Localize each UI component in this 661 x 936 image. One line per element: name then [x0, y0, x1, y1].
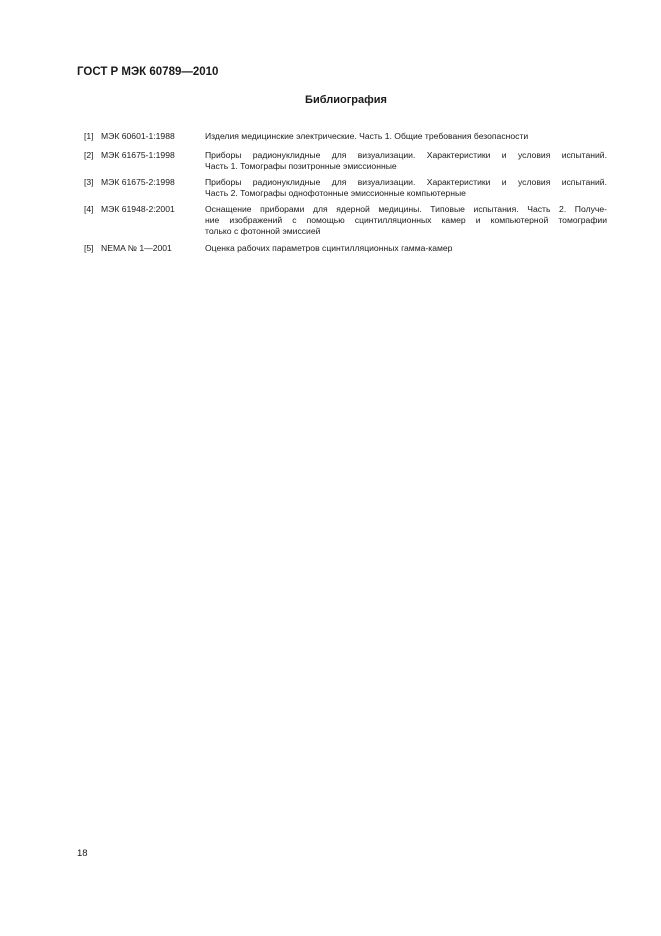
page-number: 18: [77, 848, 88, 859]
entry-standard-code: МЭК 61948-2:2001: [101, 204, 175, 214]
entry-title-line: Оценка рабочих параметров сцинтилляционных гамма-камер: [205, 243, 453, 253]
entry-title-line: Часть 2. Томографы однофотонные эмиссионные компьютерные: [205, 188, 466, 198]
entry-number: [5]: [84, 243, 94, 253]
entry-standard-code: МЭК 61675-2:1998: [101, 177, 175, 187]
entry-title-line: только с фотонной эмиссией: [205, 226, 321, 236]
entry-title: [205, 131, 607, 142]
entry-standard-code: МЭК 61675-1:1998: [101, 150, 175, 160]
entry-number: [2]: [84, 150, 94, 160]
document-header: ГОСТ Р МЭК 60789—2010: [77, 66, 219, 78]
entry-number: [4]: [84, 204, 94, 214]
entry-title-line: ние изображений с помощью сцинтилляционных камер и компьютерной томографии: [205, 215, 607, 225]
entry-title: [205, 177, 607, 199]
entry-number: [3]: [84, 177, 94, 187]
entry-title-line: Приборы радионуклидные для визуализации. Характеристики и условия испытаний.: [205, 177, 607, 187]
entry-standard-code: NEMA № 1—2001: [101, 243, 172, 253]
entry-title-line: Изделия медицинские электрические. Часть 1. Общие требования безопасности: [205, 131, 529, 141]
entry-number: [1]: [84, 131, 94, 141]
entry-title: [205, 150, 607, 172]
entry-title: [205, 243, 607, 254]
entry-title: [205, 204, 607, 237]
entry-title-line: Приборы радионуклидные для визуализации. Характеристики и условия испытаний.: [205, 150, 607, 160]
entry-title-line: Часть 1. Томографы позитронные эмиссионные: [205, 161, 397, 171]
section-title: Библиография: [305, 94, 387, 106]
entry-title-line: Оснащение приборами для ядерной медицины. Типовые испытания. Часть 2. Получе-: [205, 204, 607, 214]
entry-standard-code: МЭК 60601-1:1988: [101, 131, 175, 141]
